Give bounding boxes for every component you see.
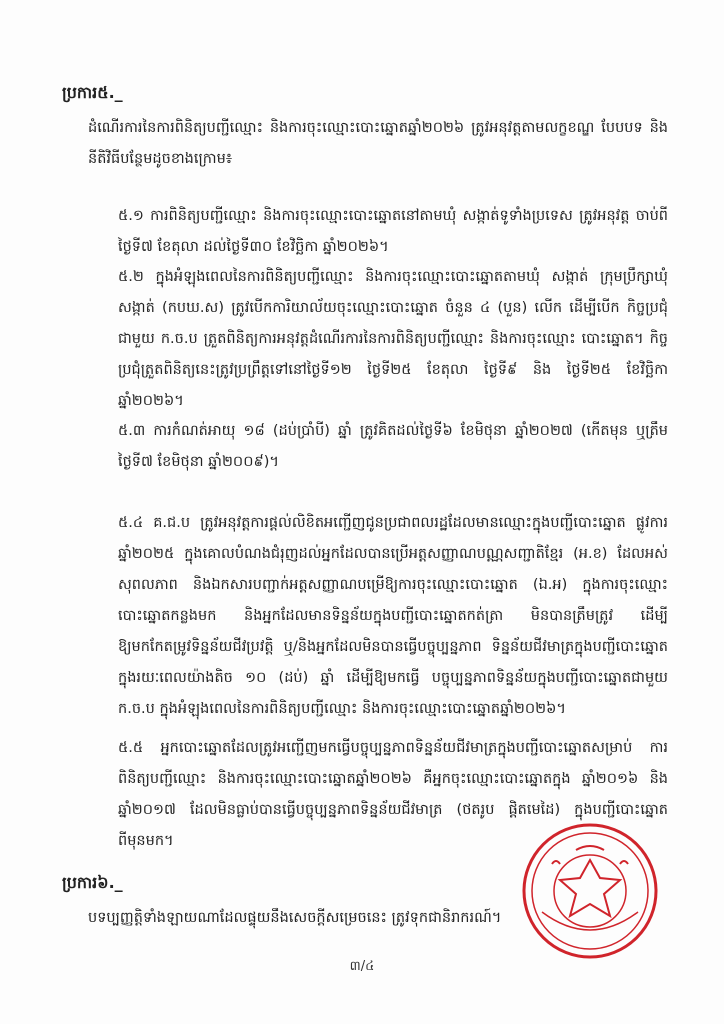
- list-item-5-4: ៥.៤ គ.ជ.ប ត្រូវអនុវត្តការផ្ដល់លិខិតអញ្ជើញជូនប្រជាពលរដ្ឋដែលមានឈ្មោះក្នុងបញ្ជីបោះឆ្នោត ផ្លូវការឆ្នាំ២០២៥ ក្នុងគោលបំណងជំរុញដល់អ្នកដែលបានប្រើអត្តសញ្ញាណបណ្ណសញ្ជាតិខ្មែរ (អ.ខ) ដែលអស់សុពលភាព និងឯកសារបញ្ជាក់អត្តសញ្ញាណបម្រើឱ្យការចុះឈ្មោះបោះឆ្នោត (ឯ.អ) ក្នុងការចុះឈ្មោះបោះឆ្នោតកន្លងមក និងអ្នកដែលមានទិន្នន័យក្នុងបញ្ជីបោះឆ្នោតកត់ត្រា មិនបានត្រឹមត្រូវ ដើម្បីឱ្យមកកែតម្រូវទិន្នន័យជីវប្រវត្តិ ឬ/និងអ្នកដែលមិនបានធ្វើបច្ចុប្បន្នភាព ទិន្នន័យជីវមាត្រក្នុងបញ្ជីបោះឆ្នោតក្នុងរយៈពេលយ៉ាងតិច ១០ (ដប់) ឆ្នាំ ដើម្បីឱ្យមកធ្វើ បច្ចុប្បន្នភាពទិន្នន័យក្នុងបញ្ជីបោះឆ្នោតជាមួយ ក.ច.ប ក្នុងអំឡុងពេលនៃការពិនិត្យបញ្ជីឈ្មោះ និងការចុះឈ្មោះបោះឆ្នោតឆ្នាំ២០២៦។: [118, 515, 668, 717]
- article-5-heading: ប្រការ៥._: [62, 83, 123, 102]
- official-seal-icon: [516, 820, 664, 962]
- list-item-5-1: ៥.១ ការពិនិត្យបញ្ជីឈ្មោះ និងការចុះឈ្មោះបោះឆ្នោតនៅតាមឃុំ សង្កាត់ទូទាំងប្រទេស ត្រូវអនុវត្ត ចាប់ពីថ្ងៃទី៧ ខែតុលា ដល់ថ្ងៃទី៣០ ខែវិច្ឆិកា ឆ្នាំ២០២៦។: [118, 208, 668, 255]
- list-item-5-2: ៥.២ ក្នុងអំឡុងពេលនៃការពិនិត្យបញ្ជីឈ្មោះ និងការចុះឈ្មោះបោះឆ្នោតតាមឃុំ សង្កាត់ ក្រុមប្រឹក្សាឃុំ សង្កាត់ (កបឃ.ស) ត្រូវបើកការិយាល័យចុះឈ្មោះបោះឆ្នោត ចំនួន ៤ (បួន) លើក ដើម្បីបើក កិច្ចប្រជុំជាមួយ ក.ច.ប ត្រួតពិនិត្យការអនុវត្តដំណើរការនៃការពិនិត្យបញ្ជីឈ្មោះ និងការចុះឈ្មោះ បោះឆ្នោត។ កិច្ចប្រជុំត្រួតពិនិត្យនេះត្រូវប្រព្រឹត្តទៅនៅថ្ងៃទី១២ ថ្ងៃទី២៥ ខែតុលា ថ្ងៃទី៩ និង ថ្ងៃទី២៥ ខែវិច្ឆិកា ឆ្នាំ២០២៦។: [118, 269, 668, 409]
- article-5-intro: ដំណើរការនៃការពិនិត្យបញ្ជីឈ្មោះ និងការចុះឈ្មោះបោះឆ្នោតឆ្នាំ២០២៦ ត្រូវអនុវត្តតាមលក្ខខណ្ឌ បែបបទ និងនីតិវិធីបន្ថែមដូចខាងក្រោម៖: [88, 120, 668, 167]
- article-6-heading: ប្រការ៦._: [62, 873, 123, 892]
- article-6-text: បទប្បញ្ញត្តិទាំងឡាយណាដែលផ្ទុយនឹងសេចក្តីសម្រេចនេះ ត្រូវទុកជានិរាករណ៍។: [88, 910, 502, 926]
- page-number: ៣/៤: [349, 959, 375, 974]
- list-item-5-5: ៥.៥ អ្នកបោះឆ្នោតដែលត្រូវអញ្ជើញមកធ្វើបច្ចុប្បន្នភាពទិន្នន័យជីវមាត្រក្នុងបញ្ជីបោះឆ្នោតសម្រាប់ ការពិនិត្យបញ្ជីឈ្មោះ និងការចុះឈ្មោះបោះឆ្នោតឆ្នាំ២០២៦ គឺអ្នកចុះឈ្មោះបោះឆ្នោតក្នុង ឆ្នាំ២០១៦ និងឆ្នាំ២០១៧ ដែលមិនធ្លាប់បានធ្វើបច្ចុប្បន្នភាពទិន្នន័យជីវមាត្រ (ថតរូប ផ្តិតមេដៃ) ក្នុងបញ្ជីបោះឆ្នោត ពីមុនមក។: [118, 740, 668, 849]
- list-item-5-3: ៥.៣ ការកំណត់អាយុ ១៨ (ដប់ប្រាំបី) ឆ្នាំ ត្រូវគិតដល់ថ្ងៃទី៦ ខែមិថុនា ឆ្នាំ២០២៧ (កើតមុន ឬត្រឹម ថ្ងៃទី៧ ខែមិថុនា ឆ្នាំ២០០៩)។: [118, 423, 668, 470]
